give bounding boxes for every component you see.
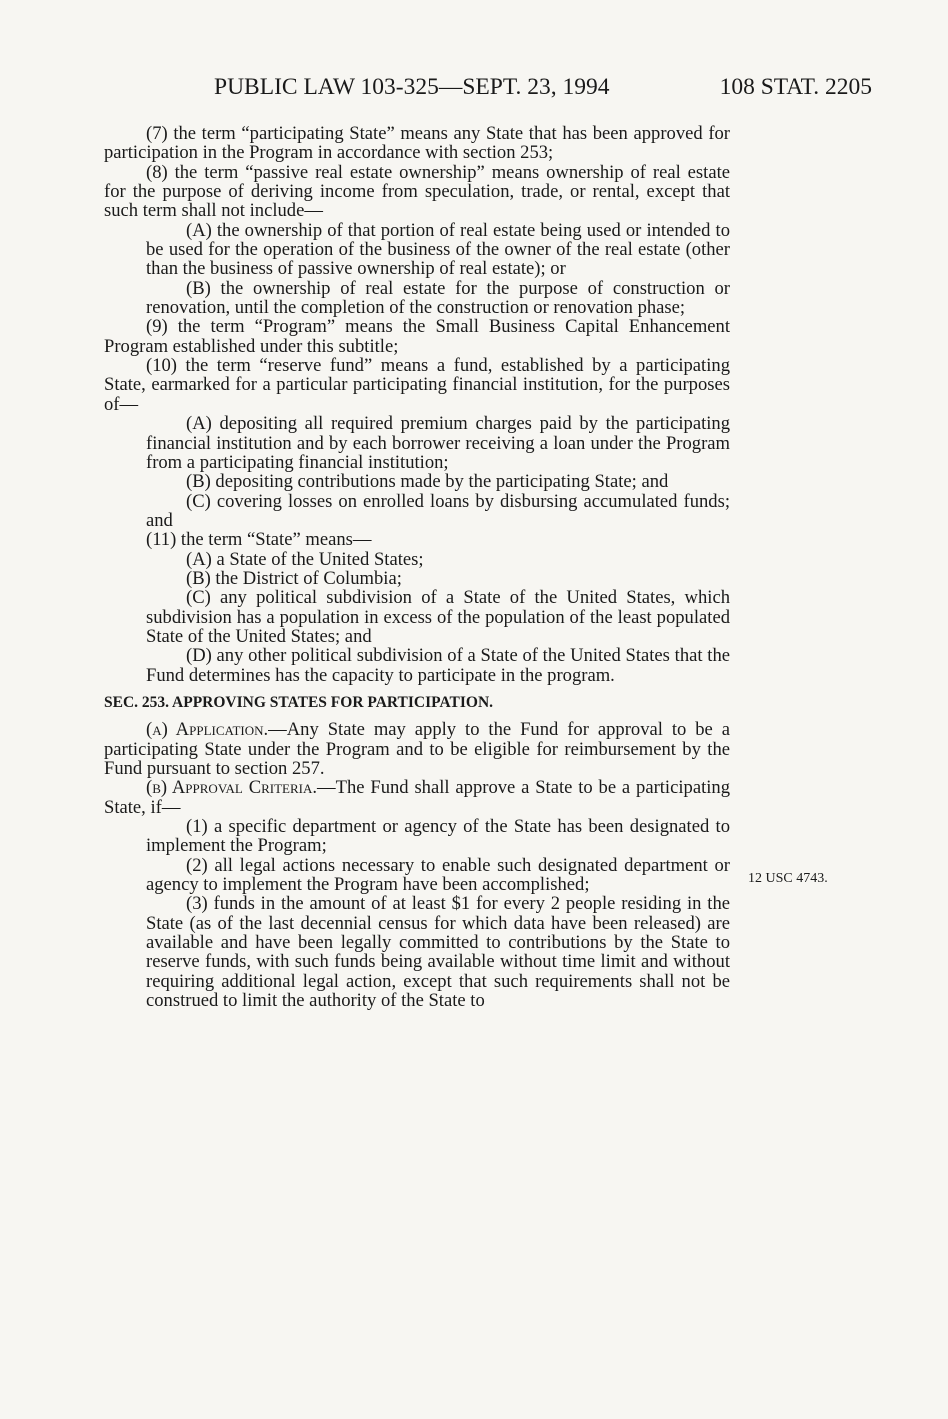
para-11: (11) the term “State” means—: [146, 529, 372, 551]
subsection-b-heading: (b) Approval Criteria.: [146, 777, 318, 799]
para-11-a: (A) a State of the United States;: [186, 548, 424, 570]
para-9: (9) the term “Program” means the Small Business Capital Enhancement Program established under this subtitle;: [104, 316, 730, 357]
subsection-b-text: —The Fund shall approve a State to be a participating State, if—: [104, 777, 730, 818]
criterion-1: (1) a specific department or agency of the State has been designated to implement the Program;: [146, 816, 730, 857]
criterion-2: (2) all legal actions necessary to enable such designated department or agency to implement the Program have been accomplished;: [146, 854, 730, 896]
para-10-c: (C) covering losses on enrolled loans by disbursing accumulated funds; and: [146, 490, 730, 531]
page-header: [0, 74, 948, 104]
header-stat-page: 108 STAT. 2205: [719, 74, 872, 100]
subsection-b: [104, 778, 730, 817]
para-7: (7) the term “participating State” means any State that has been approved for participation in the Program in accordance with section 253;: [104, 123, 730, 164]
para-10-a: (A) depositing all required premium charges paid by the participating financial institution and by each borrower receiving a loan under the Program from a participating financial institution;: [146, 413, 730, 473]
para-8: (8) the term “passive real estate ownership” means ownership of real estate for the purpose of deriving income from speculation, trade, or rental, except that such term shall not include—: [104, 161, 730, 222]
subsection-a: [104, 720, 730, 778]
para-10-b: (B) depositing contributions made by the participating State; and: [186, 471, 669, 493]
para-11-b: (B) the District of Columbia;: [186, 567, 402, 589]
subsection-a-text: —Any State may apply to the Fund for approval to be a participating State under the Program and to be eligible for reimbursement by the Fund pursuant to section 257.: [104, 719, 730, 779]
document-body: [104, 124, 730, 1010]
subsection-a-heading: (a) Application.: [146, 719, 269, 741]
para-8-b: (B) the ownership of real estate for the purpose of construction or renovation, until the completion of the construction or renovation phase;: [146, 277, 730, 319]
criterion-3: (3) funds in the amount of at least $1 for every 2 people residing in the State (as of the last decennial census for which data have been released) are available and have been legally committed to contributions by the State to reserve funds, with such funds being available without time limit and without requiring additional legal action, except that such requirements shall not be construed to limit the authority of the State to: [146, 893, 730, 1012]
para-11-c: (C) any political subdivision of a State of the United States, which subdivision has a population in excess of the population of the least populated State of the United States; and: [146, 587, 730, 647]
para-10: (10) the term “reserve fund” means a fund, established by a participating State, earmarked for a particular participating financial institution, for the purposes of—: [104, 355, 730, 415]
section-heading: SEC. 253. APPROVING STATES FOR PARTICIPATION.: [104, 693, 494, 711]
para-8-a: (A) the ownership of that portion of real estate being used or intended to be used for the operation of the business of the owner of the real estate (other than the business of passive ownership of real estate); or: [146, 219, 730, 280]
para-11-d: (D) any other political subdivision of a State of the United States that the Fund determines has the capacity to participate in the program.: [146, 645, 730, 686]
margin-citation: 12 USC 4743.: [748, 871, 828, 886]
header-title: PUBLIC LAW 103-325—SEPT. 23, 1994: [214, 74, 610, 100]
